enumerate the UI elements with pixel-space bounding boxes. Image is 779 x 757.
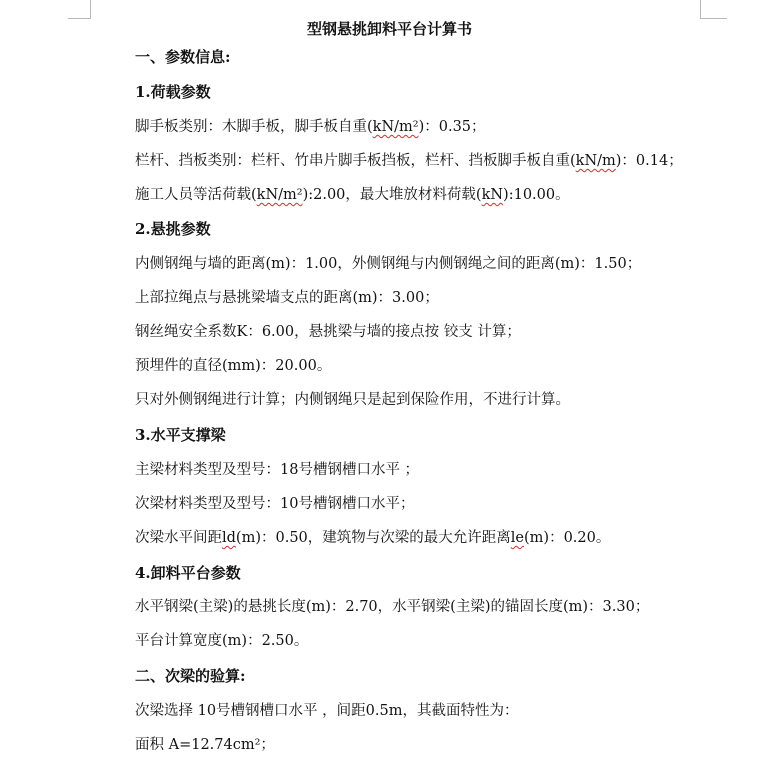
text-fragment: ):10.00。 [503, 187, 570, 203]
text-line-safety-factor: 钢丝绳安全系数K：6.00，悬挑梁与墙的接点按 铰支 计算； [135, 324, 521, 340]
text-line-beam-spacing [135, 528, 610, 548]
text-fragment: 施工人员等活荷载( [135, 187, 257, 203]
unit-text: kN/m² [256, 187, 303, 203]
text-line-upper-point: 上部拉绳点与悬挑梁墙支点的距离(m)：3.00； [135, 290, 439, 306]
text-line-cantilever-length: 水平钢梁(主梁)的悬挑长度(m)：2.70，水平钢梁(主梁)的锚固长度(m)：3.30； [135, 599, 650, 615]
unit-text: kN/m² [372, 119, 419, 135]
text-fragment: (m)：0.50，建筑物与次梁的最大允许距离 [235, 530, 511, 546]
unit-text: kN/m [575, 153, 616, 169]
text-line-secondary-beam: 次梁材料类型及型号：10号槽钢槽口水平； [135, 496, 415, 512]
unit-text: kN [481, 187, 504, 203]
text-line-railing [135, 151, 683, 171]
text-line-area: 面积 A=12.74cm²； [135, 737, 275, 753]
text-fragment: 栏杆、挡板类别：栏杆、竹串片脚手板挡板，栏杆、挡板脚手板自重( [135, 153, 576, 169]
text-line-rope-distance: 内侧钢绳与墙的距离(m)：1.00，外侧钢绳与内侧钢绳之间的距离(m)：1.50； [135, 256, 642, 272]
section-heading-secondary-beam-check: 二、次梁的验算: [135, 667, 246, 685]
text-fragment: )：0.14； [615, 153, 683, 169]
text-line-embedded-diameter: 预埋件的直径(mm)：20.00。 [135, 358, 332, 374]
text-line-platform-width: 平台计算宽度(m)：2.50。 [135, 633, 309, 649]
text-fragment: 次梁水平间距 [135, 530, 222, 546]
text-fragment: )：0.35； [418, 119, 486, 135]
subheading-horizontal-beam: 3.水平支撑梁 [135, 426, 226, 444]
document-title: 型钢悬挑卸料平台计算书 [306, 20, 472, 38]
subheading-load-params: 1.荷载参数 [135, 83, 211, 101]
text-fragment: ):2.00，最大堆放材料荷载( [302, 187, 482, 203]
text-line-main-beam: 主梁材料类型及型号：18号槽钢槽口水平 ； [135, 462, 420, 478]
text-fragment: 脚手板类别：木脚手板，脚手板自重( [135, 119, 373, 135]
crop-mark-top-left [68, 0, 91, 19]
section-heading-params: 一、参数信息: [135, 48, 231, 66]
crop-mark-top-right [700, 0, 727, 19]
text-fragment: (m)：0.20。 [524, 530, 611, 546]
symbol-text: le [510, 530, 524, 546]
subheading-cantilever-params: 2.悬挑参数 [135, 220, 211, 238]
text-line-beam-selection: 次梁选择 10号槽钢槽口水平 ，间距0.5m，其截面特性为： [135, 703, 519, 719]
text-line-outer-rope-note: 只对外侧钢绳进行计算；内侧钢绳只是起到保险作用，不进行计算。 [135, 392, 570, 408]
text-line-live-load [135, 185, 570, 205]
text-line-scaffold-board [135, 117, 486, 137]
subheading-platform-params: 4.卸料平台参数 [135, 564, 241, 582]
symbol-text: ld [222, 530, 236, 546]
